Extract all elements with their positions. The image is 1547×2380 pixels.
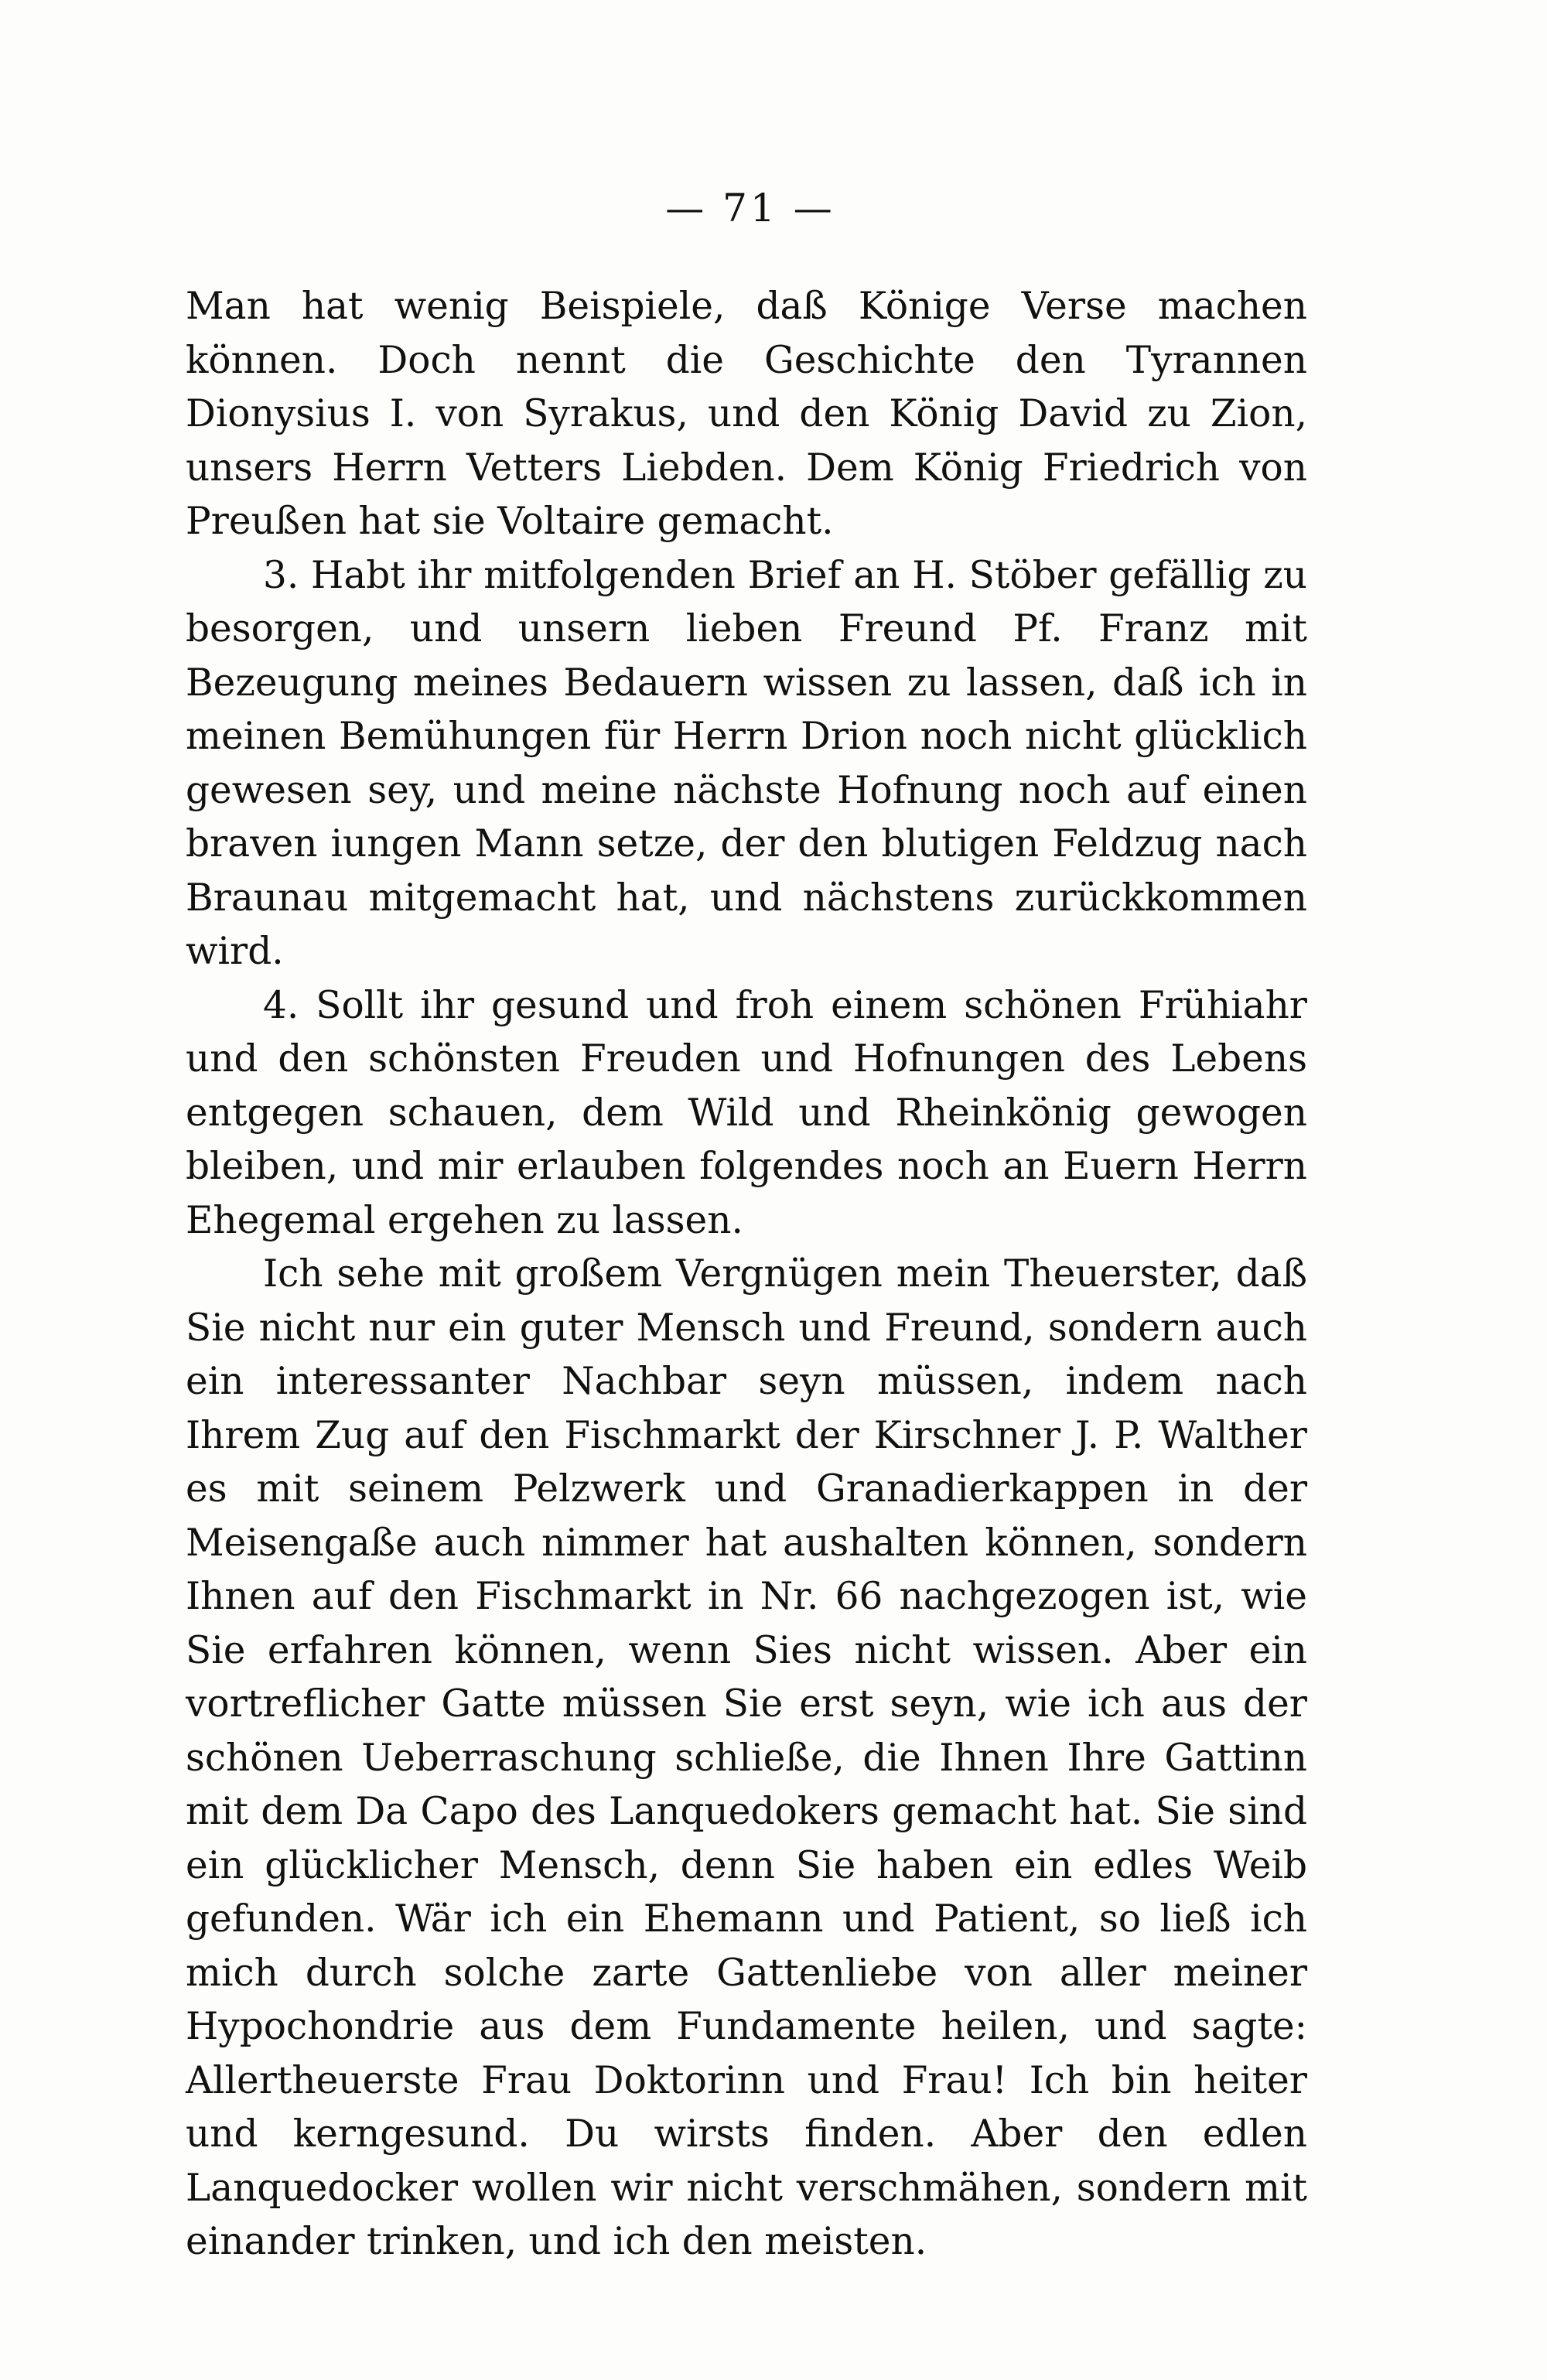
paragraph-3: 4. Sollt ihr gesund und froh einem schönen Frühiahr und den schönsten Freuden und Hofnungen des Lebens entgegen schauen, dem Wild und Rheinkönig gewogen bleiben, und mir erlauben folgendes noch an Euern Herrn Ehegemal ergehen zu lassen. [186,983,1307,1242]
body-text [186,280,1307,2269]
paragraph-4: Ich sehe mit großem Vergnügen mein Theuerster, daß Sie nicht nur ein guter Mensch und Freund, sondern auch ein interessanter Nachbar seyn müssen, indem nach Ihrem Zug auf den Fischmarkt der Kirschner J. P. Walther es mit seinem Pelzwerk und Granadierkappen in der Meisengaße auch nimmer hat aushalten können, sondern Ihnen auf den Fischmarkt in Nr. 66 nachgezogen ist, wie Sie erfahren können, wenn Sies nicht wissen. Aber ein vortreflicher Gatte müssen Sie erst seyn, wie ich aus der schönen Ueberraschung schließe, die Ihnen Ihre Gattinn mit dem Da Capo des Lanquedokers gemacht hat. Sie sind ein glücklicher Mensch, denn Sie haben ein edles Weib gefunden. Wär ich ein Ehemann und Patient, so ließ ich mich durch solche zarte Gattenliebe von aller meiner Hypochondrie aus dem Fundamente heilen, und sagte: Allertheuerste Frau Doktorinn und Frau! Ich bin heiter und kerngesund. Du wirsts finden. Aber den edlen Lanquedocker wollen wir nicht verschmähen, sondern mit einander trinken, und ich den meisten. [186,1252,1307,2263]
page-number: — 71 — [665,186,835,230]
paragraph-2: 3. Habt ihr mitfolgenden Brief an H. Stöber gefällig zu besorgen, und unsern lieben Freund Pf. Franz mit Bezeugung meines Bedauern wissen zu lassen, daß ich in meinen Bemühungen für Herrn Drion noch nicht glücklich gewesen sey, und meine nächste Hofnung noch auf einen braven iungen Mann setze, der den blutigen Feldzug nach Braunau mitgemacht hat, und nächstens zurückkommen wird. [186,553,1307,973]
paragraph-1: Man hat wenig Beispiele, daß Könige Verse machen können. Doch nennt die Geschichte den Tyrannen Dionysius I. von Syrakus, und den König David zu Zion, unsers Herrn Vetters Liebden. Dem König Friedrich von Preußen hat sie Voltaire gemacht. [186,285,1307,543]
